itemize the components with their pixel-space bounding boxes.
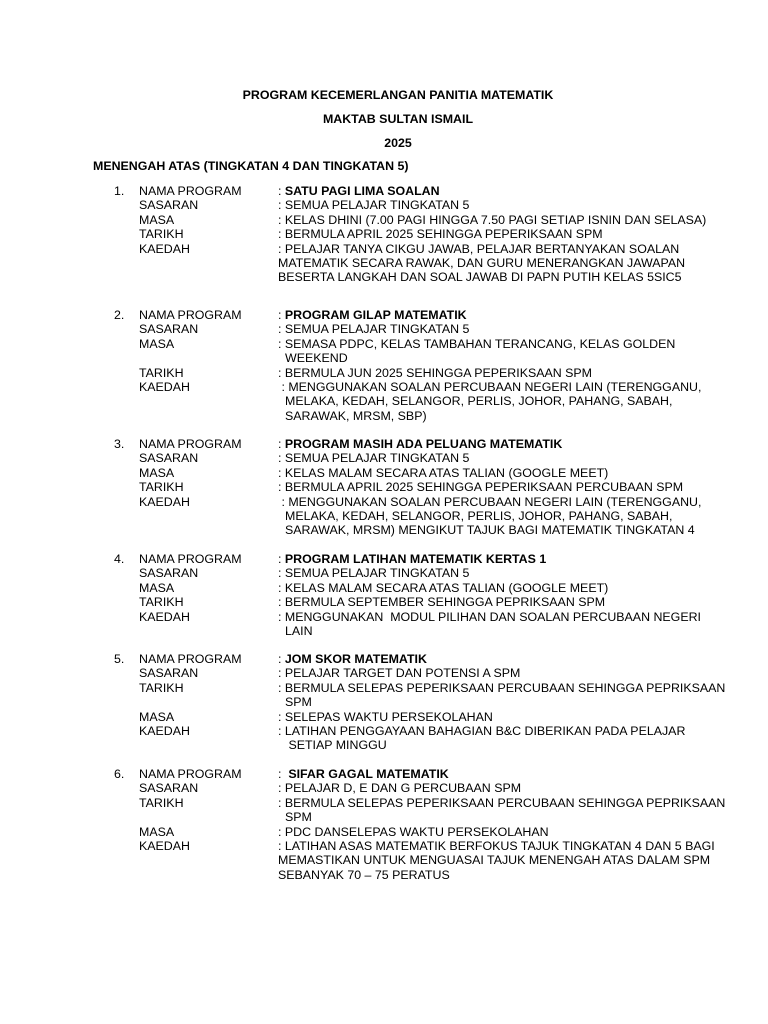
program-row bbox=[0, 308, 768, 322]
field-label: TARIKH bbox=[139, 680, 184, 695]
field-label: MASA bbox=[139, 709, 175, 724]
field-value-continuation: MELAKA, KEDAH, SELANGOR, PERLIS, JOHOR, PAHANG, SABAH, bbox=[285, 394, 673, 409]
field-label: MASA bbox=[139, 824, 175, 839]
school-name: MAKTAB SULTAN ISMAIL bbox=[322, 112, 474, 126]
program-row bbox=[0, 825, 768, 839]
program-row bbox=[0, 581, 768, 595]
field-value: : LATIHAN ASAS MATEMATIK BERFOKUS TAJUK TINGKATAN 4 DAN 5 BAGI bbox=[278, 839, 715, 853]
program-name: : SATU PAGI LIMA SOALAN bbox=[278, 184, 440, 198]
field-value: : BERMULA SELEPAS PEPERIKSAAN PERCUBAAN SEHINGGA PEPRIKSAAN bbox=[278, 795, 726, 810]
field-label: TARIKH bbox=[139, 480, 184, 495]
field-value: : SEMUA PELAJAR TINGKATAN 5 bbox=[278, 451, 470, 466]
field-value: : BERMULA APRIL 2025 SEHINGGA PEPERIKSAAN PERCUBAAN SPM bbox=[278, 480, 684, 495]
program-row bbox=[0, 610, 768, 624]
field-value-continuation: LAIN bbox=[285, 624, 313, 638]
field-label: NAMA PROGRAM bbox=[139, 652, 242, 666]
field-label: KAEDAH bbox=[139, 494, 190, 509]
field-label: MASA bbox=[139, 580, 175, 595]
field-value: : BERMULA SEPTEMBER SEHINGGA PEPRIKSAAN SPM bbox=[278, 595, 606, 610]
program-name: : PROGRAM LATIHAN MATEMATIK KERTAS 1 bbox=[278, 552, 547, 566]
program-number: 5. bbox=[114, 652, 125, 666]
field-value-continuation: MELAKA, KEDAH, SELANGOR, PERLIS, JOHOR, PAHANG, SABAH, bbox=[285, 509, 673, 523]
field-value: : SEMUA PELAJAR TINGKATAN 5 bbox=[278, 322, 470, 337]
program-row bbox=[0, 767, 768, 781]
field-value-continuation: SEBANYAK 70 – 75 PERATUS bbox=[278, 867, 450, 882]
field-label: NAMA PROGRAM bbox=[139, 437, 242, 451]
program-number: 2. bbox=[114, 308, 125, 322]
field-value: : KELAS MALAM SECARA ATAS TALIAN (GOOGLE MEET) bbox=[278, 580, 609, 595]
field-value-continuation: SETIAP MINGGU bbox=[285, 738, 387, 753]
field-value: : PDC DANSELEPAS WAKTU PERSEKOLAHAN bbox=[278, 824, 549, 839]
field-label: SASARAN bbox=[139, 322, 199, 337]
field-label: NAMA PROGRAM bbox=[139, 308, 242, 322]
program-row bbox=[0, 495, 768, 509]
field-label: KAEDAH bbox=[139, 380, 190, 394]
field-label: MASA bbox=[139, 336, 175, 351]
field-label: NAMA PROGRAM bbox=[139, 184, 242, 198]
field-label: SASARAN bbox=[139, 566, 199, 581]
program-row bbox=[0, 242, 768, 256]
field-value-continuation: SARAWAK, MRSM, SBP) bbox=[285, 408, 427, 423]
program-row bbox=[0, 480, 768, 494]
field-value: : MENGGUNAKAN SOALAN PERCUBAAN NEGERI LAIN (TERENGGANU, bbox=[278, 494, 702, 509]
program-row bbox=[0, 724, 768, 738]
program-row bbox=[0, 839, 768, 853]
field-value: : SEMASA PDPC, KELAS TAMBAHAN TERANCANG, KELAS GOLDEN bbox=[278, 336, 676, 351]
program-number: 1. bbox=[114, 184, 125, 198]
program-name: : SIFAR GAGAL MATEMATIK bbox=[278, 767, 449, 781]
program-number: 6. bbox=[114, 767, 125, 781]
field-value: : BERMULA APRIL 2025 SEHINGGA PEPERIKSAAN SPM bbox=[278, 227, 603, 242]
program-name: : PROGRAM MASIH ADA PELUANG MATEMATIK bbox=[278, 437, 563, 451]
program-row bbox=[0, 710, 768, 724]
section-heading: MENENGAH ATAS (TINGKATAN 4 DAN TINGKATAN 5) bbox=[93, 159, 409, 173]
program-number: 3. bbox=[114, 437, 125, 451]
field-value: : BERMULA SELEPAS PEPERIKSAAN PERCUBAAN SEHINGGA PEPRIKSAAN bbox=[278, 680, 726, 695]
field-label: NAMA PROGRAM bbox=[139, 767, 242, 781]
field-value: : PELAJAR D, E DAN G PERCUBAAN SPM bbox=[278, 781, 522, 796]
field-value-continuation: SPM bbox=[285, 810, 312, 825]
field-label: TARIKH bbox=[139, 795, 184, 810]
field-label: SASARAN bbox=[139, 451, 199, 466]
field-value-continuation: SPM bbox=[285, 695, 312, 710]
program-row bbox=[0, 595, 768, 609]
field-value: : SEMUA PELAJAR TINGKATAN 5 bbox=[278, 566, 470, 581]
field-value-continuation: SARAWAK, MRSM) MENGIKUT TAJUK BAGI MATEMATIK TINGKATAN 4 bbox=[285, 523, 695, 538]
field-value: : PELAJAR TANYA CIKGU JAWAB, PELAJAR BERTANYAKAN SOALAN bbox=[278, 241, 680, 256]
program-name: : PROGRAM GILAP MATEMATIK bbox=[278, 308, 467, 322]
field-value: : SELEPAS WAKTU PERSEKOLAHAN bbox=[278, 709, 493, 724]
program-row bbox=[0, 681, 768, 695]
field-value: : KELAS MALAM SECARA ATAS TALIAN (GOOGLE MEET) bbox=[278, 465, 609, 480]
program-row bbox=[0, 322, 768, 336]
program-row bbox=[0, 566, 768, 580]
program-row bbox=[0, 796, 768, 810]
program-row bbox=[0, 337, 768, 351]
field-label: NAMA PROGRAM bbox=[139, 552, 242, 566]
field-label: MASA bbox=[139, 465, 175, 480]
field-label: SASARAN bbox=[139, 198, 199, 213]
program-row bbox=[0, 437, 768, 451]
program-row bbox=[0, 198, 768, 212]
field-value: : PELAJAR TARGET DAN POTENSI A SPM bbox=[278, 666, 521, 681]
field-label: KAEDAH bbox=[139, 241, 190, 256]
field-value-continuation: WEEKEND bbox=[285, 351, 348, 366]
field-label: SASARAN bbox=[139, 666, 199, 681]
field-value: : SEMUA PELAJAR TINGKATAN 5 bbox=[278, 198, 470, 213]
field-label: TARIKH bbox=[139, 227, 184, 242]
program-row bbox=[0, 380, 768, 394]
program-name: : JOM SKOR MATEMATIK bbox=[278, 652, 427, 666]
field-value: : MENGGUNAKAN MODUL PILIHAN DAN SOALAN PERCUBAAN NEGERI bbox=[278, 609, 701, 624]
document-title: PROGRAM KECEMERLANGAN PANITIA MATEMATIK bbox=[242, 88, 554, 102]
program-row bbox=[0, 652, 768, 666]
field-value-continuation: MATEMATIK SECARA RAWAK, DAN GURU MENERANGKAN JAWAPAN bbox=[278, 256, 686, 270]
field-label: MASA bbox=[139, 212, 175, 227]
field-label: KAEDAH bbox=[139, 609, 190, 624]
field-label: SASARAN bbox=[139, 781, 199, 796]
program-row bbox=[0, 552, 768, 566]
program-number: 4. bbox=[114, 552, 125, 566]
program-row bbox=[0, 781, 768, 795]
field-label: KAEDAH bbox=[139, 839, 190, 853]
program-row bbox=[0, 451, 768, 465]
field-value: : BERMULA JUN 2025 SEHINGGA PEPERIKSAAN SPM bbox=[278, 365, 592, 380]
field-label: KAEDAH bbox=[139, 724, 190, 738]
field-value-continuation: BESERTA LANGKAH DAN SOAL JAWAB DI PAPN PUTIH KELAS 5SIC5 bbox=[278, 270, 682, 285]
document-year: 2025 bbox=[384, 136, 412, 150]
program-row bbox=[0, 666, 768, 680]
program-row bbox=[0, 466, 768, 480]
field-label: TARIKH bbox=[139, 365, 184, 380]
field-value: : KELAS DHINI (7.00 PAGI HINGGA 7.50 PAGI SETIAP ISNIN DAN SELASA) bbox=[278, 212, 707, 227]
field-value-continuation: MEMASTIKAN UNTUK MENGUASAI TAJUK MENENGAH ATAS DALAM SPM bbox=[278, 853, 711, 868]
program-row bbox=[0, 366, 768, 380]
field-label: TARIKH bbox=[139, 595, 184, 610]
field-value: : MENGGUNAKAN SOALAN PERCUBAAN NEGERI LAIN (TERENGGANU, bbox=[278, 380, 702, 394]
program-row bbox=[0, 184, 768, 198]
program-row bbox=[0, 227, 768, 241]
field-value: : LATIHAN PENGGAYAAN BAHAGIAN B&C DIBERIKAN PADA PELAJAR bbox=[278, 724, 686, 738]
program-row bbox=[0, 213, 768, 227]
